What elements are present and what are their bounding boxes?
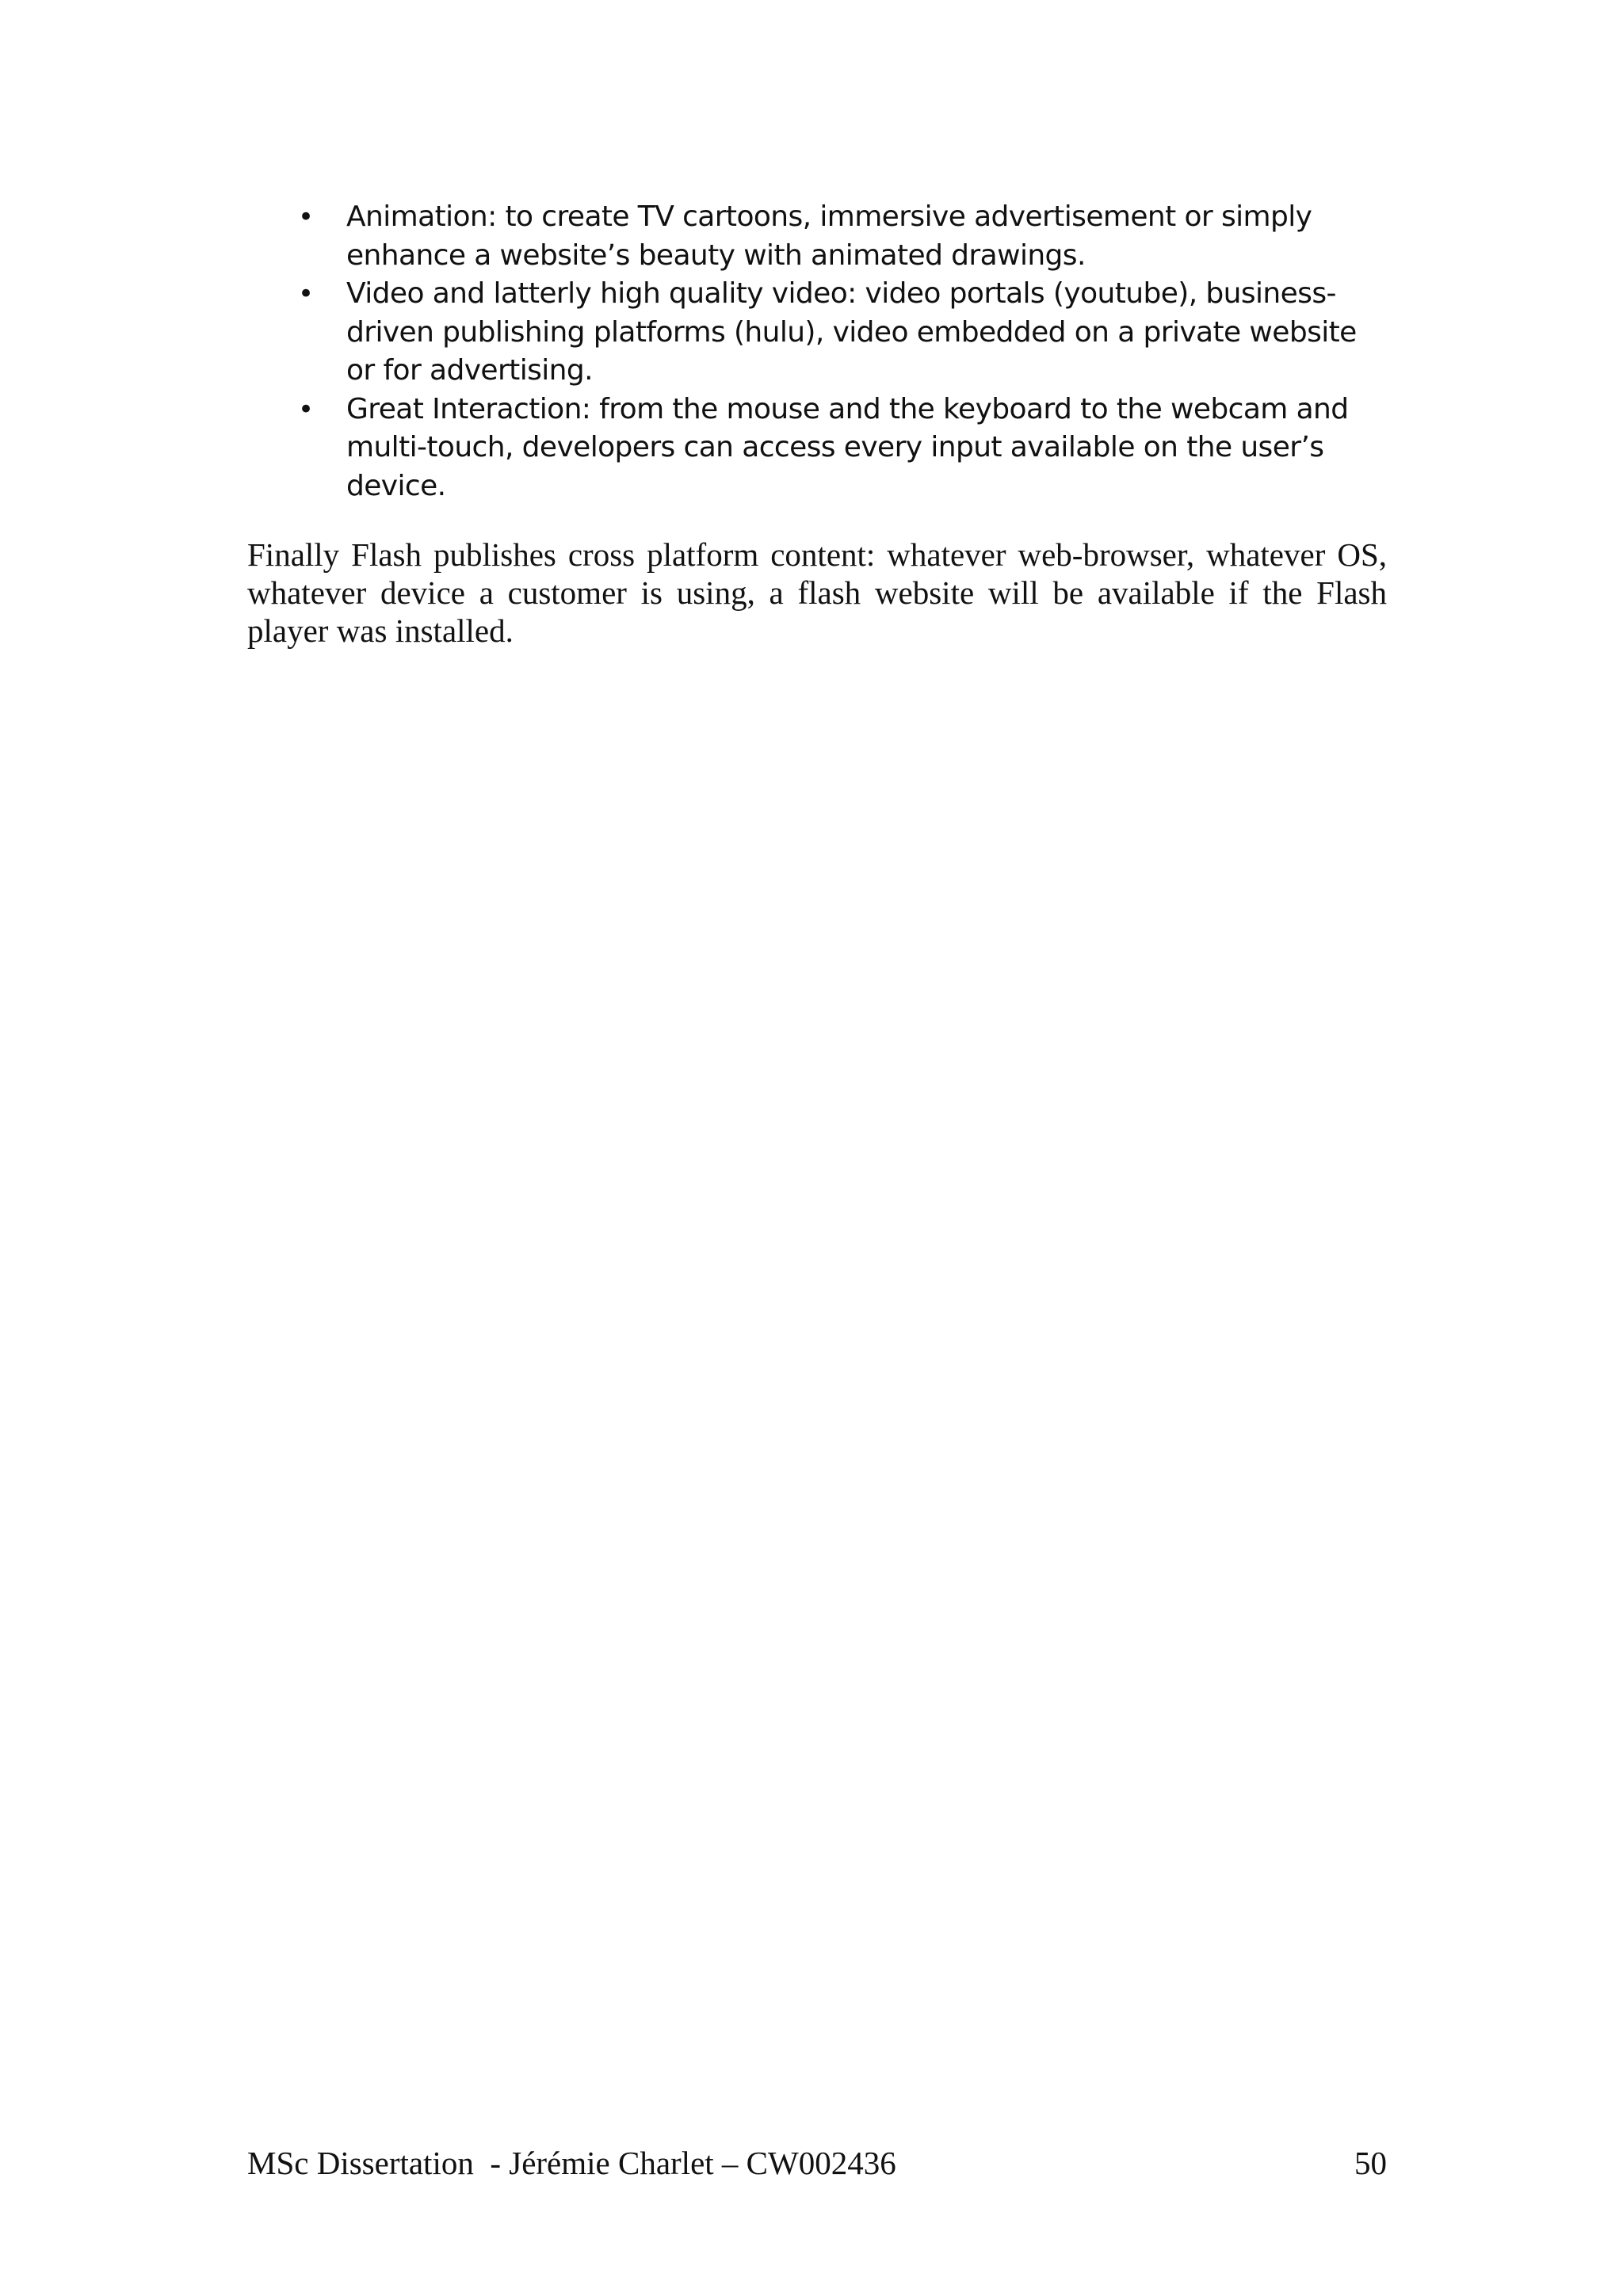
bullet-line: device. — [346, 469, 446, 502]
bullet-icon: • — [298, 393, 314, 425]
bullet-icon: • — [298, 278, 314, 310]
footer-title: MSc Dissertation - Jérémie Charlet – CW002436 — [247, 2145, 896, 2181]
bullet-item-video — [293, 275, 1395, 391]
bullet-line: Animation: to create TV cartoons, immersive advertisement or simply — [346, 200, 1312, 233]
bullet-line: multi-touch, developers can access every input available on the user’s — [346, 431, 1324, 463]
bullet-item-animation — [293, 198, 1395, 275]
bullet-line: Video and latterly high quality video: video portals (youtube), business- — [346, 277, 1336, 310]
page-number: 50 — [1354, 2145, 1387, 2181]
bullet-item-interaction — [293, 391, 1395, 506]
bullet-line: driven publishing platforms (hulu), video embedded on a private website — [346, 315, 1357, 349]
bullet-line: or for advertising. — [346, 354, 593, 387]
bullet-icon: • — [298, 201, 314, 233]
bullet-line: enhance a website’s beauty with animated drawings. — [346, 238, 1086, 272]
bullet-line: Great Interaction: from the mouse and the keyboard to the webcam and — [346, 392, 1349, 425]
body-paragraph: Finally Flash publishes cross platform content: whatever web-browser, whatever OS, whatever device a customer is using, a flash website will be available if the Flash player was installed. — [247, 536, 1387, 649]
bullet-list — [293, 198, 1395, 505]
